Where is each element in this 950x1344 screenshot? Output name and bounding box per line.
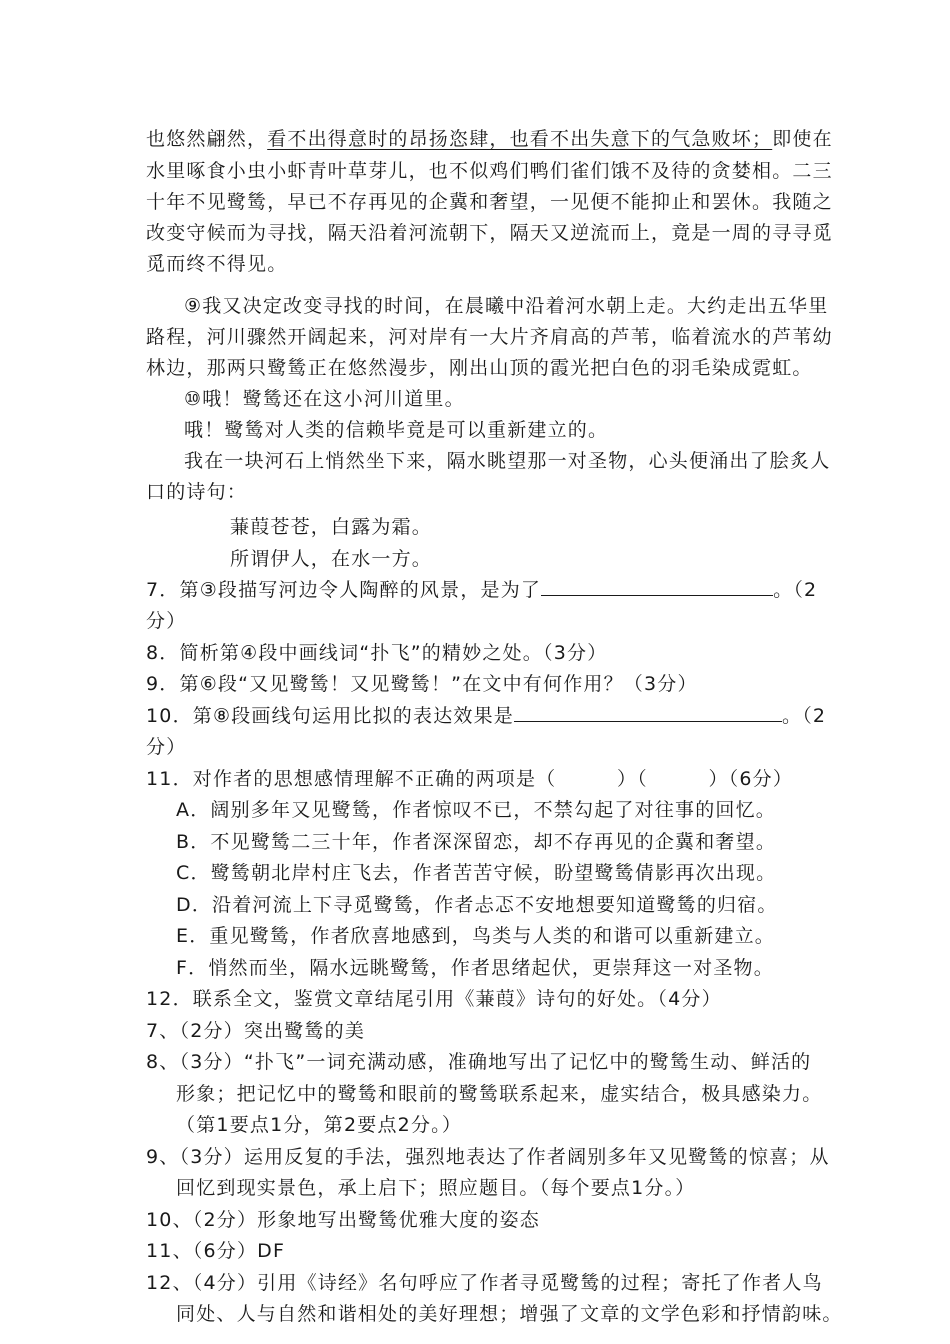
question-score: 。（2 — [773, 579, 818, 601]
question-text: 10．第⑧段画线句运用比拟的表达效果是 — [146, 705, 515, 727]
paragraph-12-line: 口的诗句： — [146, 481, 248, 503]
paragraph-9-line: ⑨我又决定改变寻找的时间，在晨曦中沿着河水朝上走。大约走出五华里 — [184, 295, 829, 317]
paragraph-10: ⑩哦！鹭鸶还在这小河川道里。 — [184, 388, 465, 410]
poem-line: 所谓伊人，在水一方。 — [230, 548, 433, 570]
paragraph-9-line: 路程，河川骤然开阔起来，河对岸有一大片齐肩高的芦苇，临着流水的芦苇幼 — [146, 326, 833, 348]
paragraph-9-line: 林边，那两只鹭鸶正在悠然漫步，刚出山顶的霞光把白色的羽毛染成霓虹。 — [146, 357, 813, 379]
option-c: C．鹭鸶朝北岸村庄飞去，作者苦苦守候，盼望鹭鸶倩影再次出现。 — [176, 862, 777, 884]
answer-blank — [541, 577, 773, 596]
passage-text: 即使在 — [772, 128, 833, 150]
question-12: 12．联系全文，鉴赏文章结尾引用《蒹葭》诗句的好处。（4分） — [146, 988, 722, 1010]
option-d: D．沿着河流上下寻觅鹭鸶，作者忐忑不安地想要知道鹭鸶的归宿。 — [176, 894, 778, 916]
question-9: 9．第⑥段“又见鹭鸶！又见鹭鸶！”在文中有何作用？（3分） — [146, 673, 698, 695]
answer-8-line: 8、（3分）“扑飞”一词充满动感，准确地写出了记忆中的鹭鸶生动、鲜活的 — [146, 1051, 812, 1073]
answer-12-line: 12、（4分）引用《诗经》名句呼应了作者寻觅鹭鸶的过程；寄托了作者人鸟 — [146, 1272, 823, 1294]
poem-line: 蒹葭苍苍，白露为霜。 — [230, 516, 433, 538]
answer-8-line: 形象；把记忆中的鹭鸶和眼前的鹭鸶联系起来，虚实结合，极具感染力。 — [176, 1083, 823, 1105]
question-score: 。（2 — [782, 705, 827, 727]
option-b: B．不见鹭鸶二三十年，作者深深留恋，却不存再见的企冀和奢望。 — [176, 831, 777, 853]
paragraph-12-line: 我在一块河石上悄然坐下来，隔水眺望那一对圣物，心头便涌出了脍炙人 — [184, 450, 831, 472]
option-f: F．悄然而坐，隔水远眺鹭鸶，作者思绪起伏，更崇拜这一对圣物。 — [176, 957, 774, 979]
answer-7: 7、（2分）突出鹭鸶的美 — [146, 1020, 366, 1042]
question-10 — [146, 703, 826, 729]
answer-blank — [514, 703, 782, 722]
passage-line: 觅而终不得见。 — [146, 253, 288, 275]
passage-line: 十年不见鹭鸶，早已不存再见的企冀和奢望，一见便不能抑止和罢休。我随之 — [146, 191, 833, 213]
question-11: 11．对作者的思想感情理解不正确的两项是（ ）（ ）（6分） — [146, 768, 794, 790]
option-e: E．重见鹭鸶，作者欣喜地感到，鸟类与人类的和谐可以重新建立。 — [176, 925, 776, 947]
question-7-cont: 分） — [146, 610, 187, 632]
passage-line: 改变守候而为寻找，隔天沿着河流朝下，隔天又逆流而上，竟是一周的寻寻觅 — [146, 222, 833, 244]
answer-12-line: 同处、人与自然和谐相处的美好理想；增强了文章的文学色彩和抒情韵味。 — [176, 1303, 843, 1325]
option-a: A．阔别多年又见鹭鸶，作者惊叹不已，不禁勾起了对往事的回忆。 — [176, 799, 776, 821]
paragraph-11: 哦！鹭鸶对人类的信赖毕竟是可以重新建立的。 — [184, 419, 609, 441]
question-10-cont: 分） — [146, 736, 187, 758]
question-text: 7．第③段描写河边令人陶醉的风景，是为了 — [146, 579, 542, 601]
answer-10: 10、（2分）形象地写出鹭鸶优雅大度的姿态 — [146, 1209, 540, 1231]
answer-9-line: 回忆到现实景色，承上启下；照应题目。（每个要点1分。） — [176, 1177, 696, 1199]
underlined-sentence: 看不出得意时的昂扬恣肆，也看不出失意下的气急败坏； — [267, 128, 773, 150]
answer-8-line: （第1要点1分，第2要点2分。） — [176, 1114, 463, 1136]
passage-line: 水里啄食小虫小虾青叶草芽儿，也不似鸡们鸭们雀们饿不及待的贪婪相。二三 — [146, 160, 833, 182]
answer-11: 11、（6分）DF — [146, 1240, 286, 1262]
question-7 — [146, 577, 817, 603]
answer-9-line: 9、（3分）运用反复的手法，强烈地表达了作者阔别多年又见鹭鸶的惊喜；从 — [146, 1146, 830, 1168]
passage-text: 也悠然翩然， — [146, 128, 268, 150]
passage-line — [146, 126, 833, 152]
question-8: 8．简析第④段中画线词“扑飞”的精妙之处。（3分） — [146, 642, 608, 664]
